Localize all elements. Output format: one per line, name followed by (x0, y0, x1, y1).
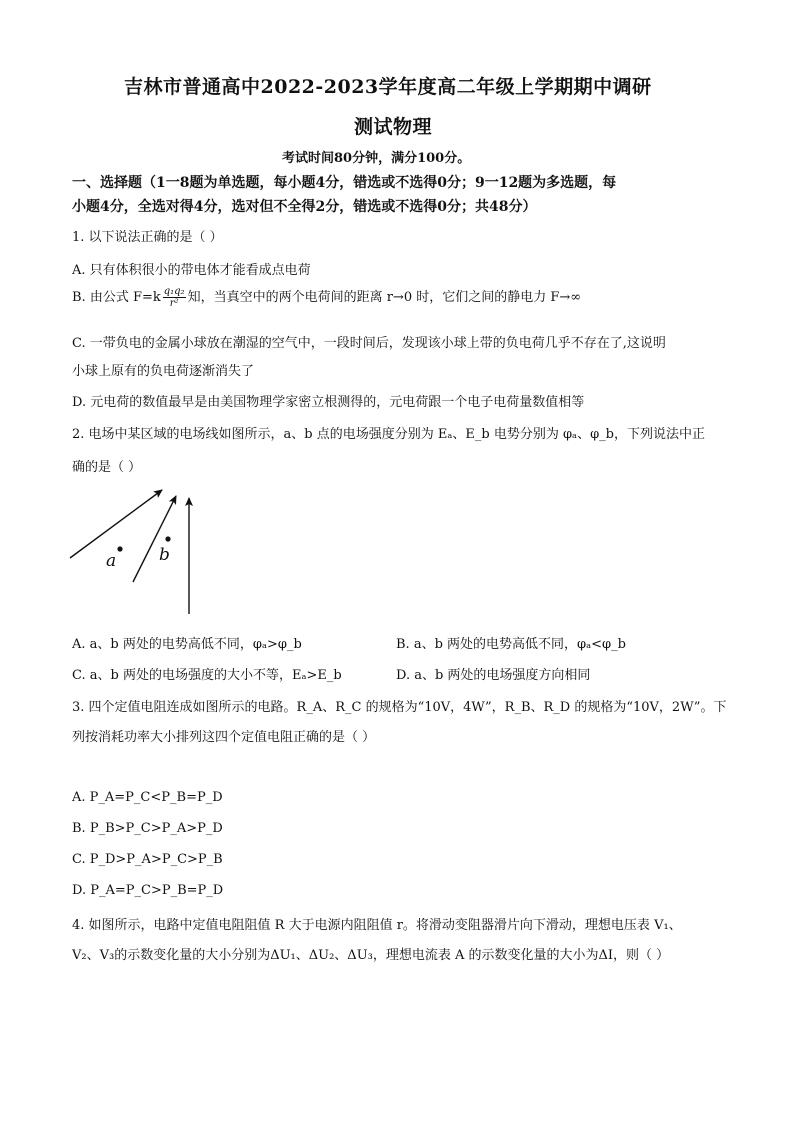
q4-stem-line1: 4. 如图所示，电路中定值电阻阻值 R 大于电源内阻阻值 r。将滑动变阻器滑片向下滑动，理想电压表 V₁、 (72, 918, 682, 933)
q2-stem-line2: 确的是（ ） (72, 460, 142, 475)
exam-info: 考试时间80分钟，满分100分。 (282, 151, 471, 166)
point-a-dot (117, 546, 122, 551)
q1-option-b-suffix: 知，当真空中的两个电荷间的距离 r→0 时，它们之间的静电力 F→∞ (187, 290, 582, 305)
q1-option-b-prefix: B. 由公式 F=k (72, 290, 161, 305)
q2-option-b: B. a、b 两处的电势高低不同，φₐ<φ_b (396, 637, 626, 652)
point-a-label: a (106, 551, 117, 571)
fraction-numerator: q₁q₂ (163, 286, 185, 297)
q1-stem: 1. 以下说法正确的是（ ） (72, 230, 223, 245)
q4-stem-line2: V₂、V₃的示数变化量的大小分别为ΔU₁、ΔU₂、ΔU₃，理想电流表 A 的示数变化量的大小为ΔI，则（ ） (72, 948, 670, 963)
fraction-denominator: r² (169, 298, 179, 309)
q3-option-a: A. P_A=P_C<P_B=P_D (72, 790, 223, 805)
exam-title-line2: 测试物理 (354, 116, 433, 138)
q2-option-a: A. a、b 两处的电势高低不同，φₐ>φ_b (72, 637, 302, 652)
coulomb-formula-fraction (163, 286, 186, 309)
q3-option-d: D. P_A=P_C>P_B=P_D (72, 883, 224, 898)
q2-stem-line1: 2. 电场中某区域的电场线如图所示，a、b 点的电场强度分别为 Eₐ、E_b 电势分别为 φₐ、φ_b，下列说法中正 (72, 427, 705, 442)
point-b-dot (165, 536, 170, 541)
q1-option-d: D. 元电荷的数值最早是由美国物理学家密立根测得的，元电荷跟一个电子电荷量数值相等 (72, 395, 585, 410)
q2-option-c: C. a、b 两处的电场强度的大小不等，Eₐ>E_b (72, 668, 342, 683)
q1-option-c-line1: C. 一带负电的金属小球放在潮湿的空气中，一段时间后，发现该小球上带的负电荷几乎不存在了,这说明 (72, 336, 666, 351)
q3-stem-line2: 列按消耗功率大小排列这四个定值电阻正确的是（ ） (72, 730, 376, 745)
section-heading-line2: 小题4分，全选对得4分，选对但不全得2分，错选或不选得0分；共48分） (72, 199, 537, 215)
electric-field-lines-figure (62, 484, 212, 620)
section-heading-line1: 一、选择题（1一8题为单选题，每小题4分，错选或不选得0分；9一12题为多选题，每 (72, 175, 617, 191)
point-b-label: b (159, 545, 170, 565)
q1-option-a: A. 只有体积很小的带电体才能看成点电荷 (72, 263, 311, 278)
q3-stem-line1: 3. 四个定值电阻连成如图所示的电路。R_A、R_C 的规格为“10V，4W”，R_B、R_D 的规格为“10V，2W”。下 (72, 700, 727, 715)
q2-option-d: D. a、b 两处的电场强度方向相同 (396, 668, 591, 683)
field-line-left (70, 490, 162, 558)
exam-title-line1: 吉林市普通高中2022-2023学年度高二年级上学期期中调研 (124, 76, 652, 98)
q1-option-c-line2: 小球上原有的负电荷逐渐消失了 (72, 364, 255, 379)
q3-option-c: C. P_D>P_A>P_C>P_B (72, 852, 223, 867)
q1-option-b (72, 286, 581, 309)
q3-option-b: B. P_B>P_C>P_A>P_D (72, 821, 223, 836)
